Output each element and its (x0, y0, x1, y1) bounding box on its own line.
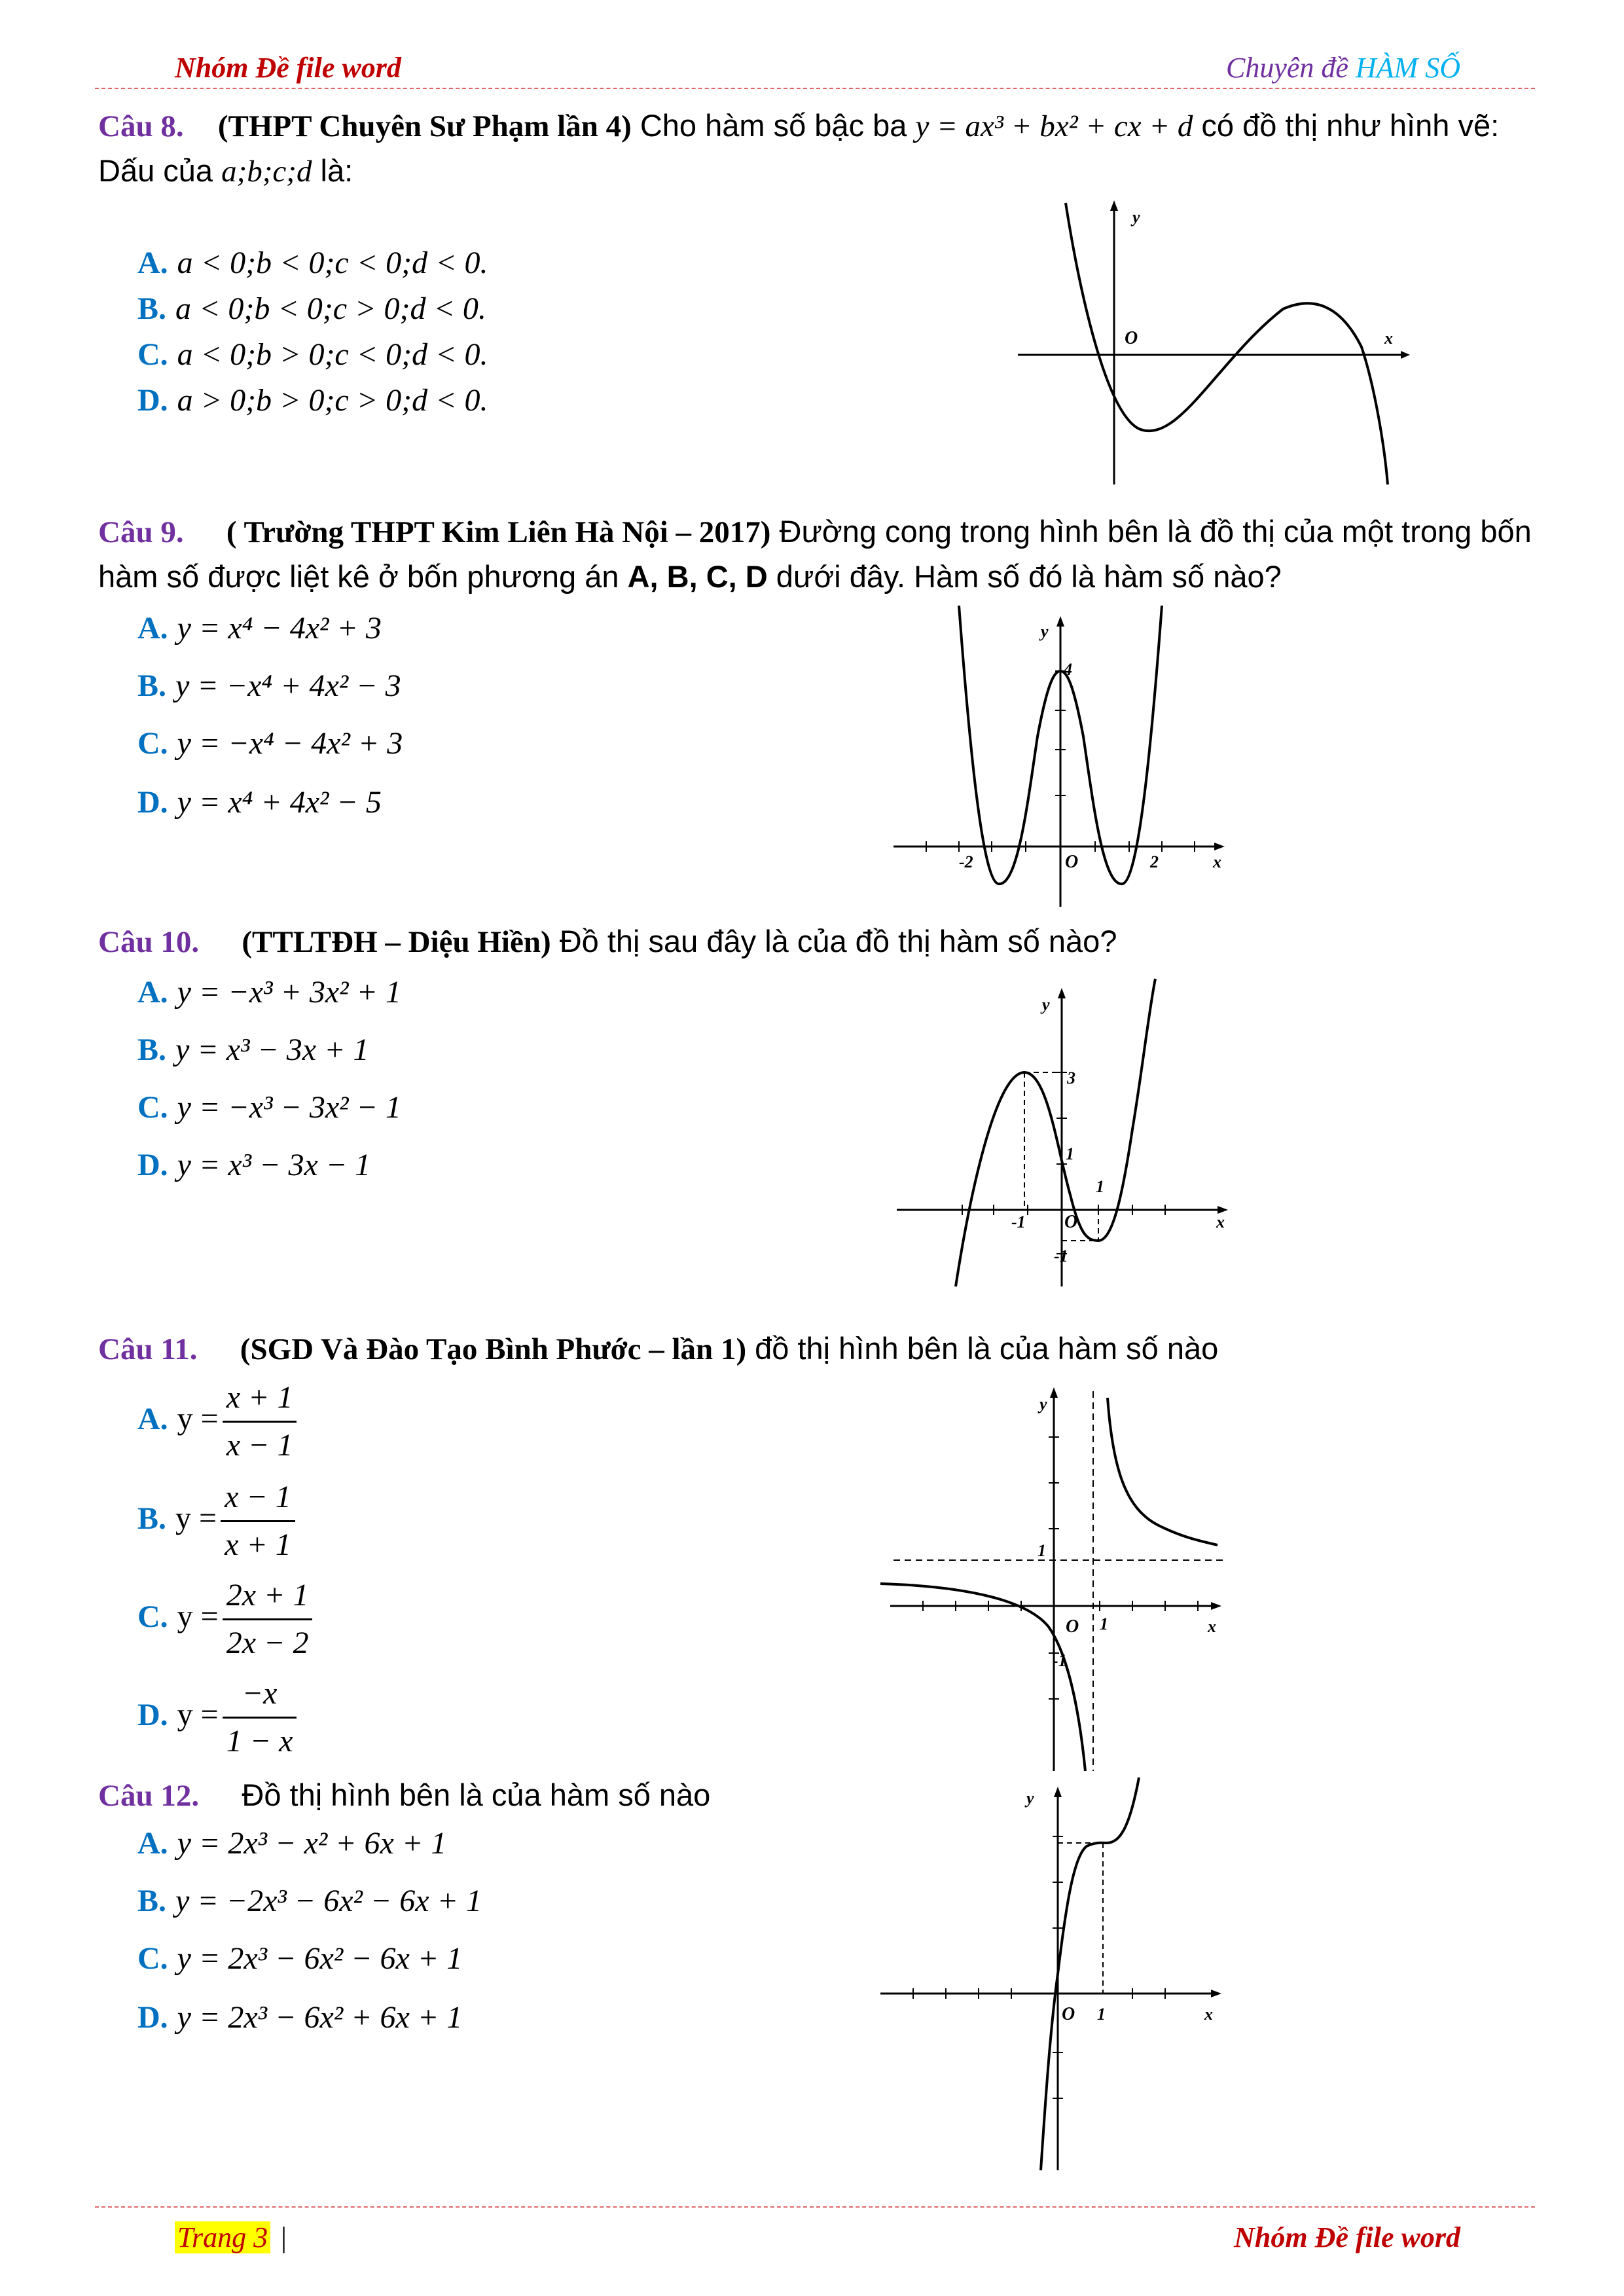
question-source: ( Trường THPT Kim Liên Hà Nội – 2017) (226, 515, 771, 549)
curve-right-branch (1108, 1398, 1218, 1545)
tick-label-1-x: 1 (1096, 1177, 1104, 1196)
question-text: đồ thị hình bên là của hàm số nào (746, 1331, 1219, 1366)
option-text: y = −x⁴ − 4x² + 3 (177, 726, 403, 761)
option-text: y = −x³ − 3x² − 1 (177, 1090, 401, 1125)
option-lhs: y = (177, 1599, 219, 1634)
q11-option-a[interactable] (137, 1375, 297, 1468)
x-label: x (1208, 1617, 1216, 1636)
y-axis-arrow (1110, 200, 1118, 211)
option-text: y = 2x³ − 6x² + 6x + 1 (177, 2000, 463, 2035)
curve (956, 979, 1155, 1286)
denominator: 2x − 2 (226, 1626, 309, 1660)
tick-label-neg1-x: -1 (1011, 1212, 1026, 1231)
option-label: C. (137, 1941, 168, 1976)
q12-option-d[interactable] (137, 1998, 462, 2037)
option-label: B. (137, 1501, 167, 1536)
header-right-prefix: Chuyên đề (1225, 52, 1356, 84)
option-label: C. (137, 726, 168, 761)
option-label: A. (137, 975, 168, 1010)
option-text: y = x⁴ − 4x² + 3 (177, 611, 382, 646)
numerator: 2x + 1 (223, 1573, 313, 1620)
header-right-highlight: HÀM SỐ (1355, 52, 1460, 84)
option-text: y = x³ − 3x + 1 (175, 1032, 369, 1067)
page-number: Trang 3 (175, 2221, 270, 2253)
q10-option-d[interactable] (137, 1146, 370, 1185)
question-text: Đồ thị hình bên là của hàm số nào (242, 1777, 711, 1812)
option-label: B. (137, 1884, 167, 1918)
q12-graph (877, 1777, 1244, 2170)
option-text: a < 0;b < 0;c < 0;d < 0. (177, 246, 488, 280)
option-label: D. (137, 785, 168, 820)
numerator: −x (223, 1671, 297, 1719)
question-11 (98, 1326, 1538, 1372)
tick-label-1-x: 1 (1100, 1614, 1108, 1633)
q8-option-b[interactable] (137, 289, 486, 329)
question-source: (SGD Và Đào Tạo Bình Phước – lần 1) (240, 1332, 747, 1366)
option-label: D. (137, 2000, 168, 2035)
y-axis-arrow (1050, 1387, 1058, 1398)
q9-graph (887, 606, 1240, 913)
footer-divider (95, 2206, 1535, 2208)
y-label: y (1026, 1789, 1034, 1808)
option-lhs: y = (175, 1501, 217, 1536)
option-label: A. (137, 1826, 168, 1861)
option-lhs: y = (177, 1697, 219, 1732)
x-axis-arrow (1401, 351, 1410, 359)
question-text: dưới đây. Hàm số đó là hàm số nào? (767, 559, 1282, 594)
q12-option-a[interactable] (137, 1824, 446, 1863)
y-label: y (1132, 208, 1140, 227)
q8-option-a[interactable] (137, 244, 488, 283)
option-label: A. (137, 1401, 168, 1436)
y-label: y (1042, 995, 1050, 1014)
x-axis-arrow (1211, 1602, 1221, 1610)
option-label: B. (137, 291, 167, 326)
question-number: Câu 9. (98, 515, 184, 549)
q9-option-c[interactable] (137, 724, 403, 763)
option-label: A. (137, 611, 168, 646)
x-label: x (1216, 1212, 1225, 1231)
question-text: Đường cong trong hình bên là đồ thị của một trong bốn hàm số được liệt kê ở bốn phương án (98, 514, 1532, 594)
option-label: D. (137, 383, 168, 418)
question-choices: A, B, C, D (627, 559, 768, 594)
tick-label-4: 4 (1064, 660, 1072, 679)
q10-graph (890, 979, 1244, 1293)
y-label: y (1041, 622, 1049, 641)
option-label: C. (137, 337, 168, 372)
question-source: (TTLTĐH – Diệu Hiền) (242, 925, 551, 959)
x-label: x (1213, 852, 1221, 871)
q8-option-c[interactable] (137, 335, 488, 374)
question-text: Cho hàm số bậc ba (631, 108, 916, 143)
y-axis-arrow (1058, 988, 1066, 998)
tick-label-neg1-y: -1 (1054, 1247, 1068, 1266)
question-number: Câu 12. (98, 1779, 200, 1813)
origin-label: O (1066, 1616, 1079, 1637)
question-text: có đồ thị như hình vẽ: Dấu của (98, 108, 1500, 188)
option-text: y = −x⁴ + 4x² − 3 (175, 668, 401, 703)
option-label: A. (137, 246, 168, 280)
question-vars: a;b;c;d (221, 155, 312, 189)
origin-label: O (1065, 852, 1079, 872)
y-label: y (1039, 1394, 1047, 1413)
header-left: Nhóm Đề file word (175, 52, 401, 84)
q9-option-b[interactable] (137, 666, 401, 706)
x-axis-arrow (1214, 843, 1225, 850)
footer-separator: | (281, 2221, 287, 2253)
option-label: D. (137, 1697, 168, 1732)
option-label: C. (137, 1090, 168, 1125)
origin-label: O (1064, 1212, 1078, 1232)
question-number: Câu 11. (98, 1332, 198, 1366)
option-label: B. (137, 1032, 167, 1067)
origin-label: O (1062, 2004, 1075, 2024)
q8-option-d[interactable] (137, 381, 488, 420)
option-text: y = 2x³ − 6x² − 6x + 1 (177, 1941, 463, 1976)
q11-graph (877, 1378, 1244, 1771)
fraction (223, 1671, 297, 1764)
option-text: y = −x³ + 3x² + 1 (177, 975, 401, 1010)
tick-label-3: 3 (1067, 1068, 1075, 1087)
option-text: a < 0;b < 0;c > 0;d < 0. (175, 291, 486, 326)
x-axis-arrow (1211, 1990, 1221, 1997)
fraction (223, 1573, 313, 1666)
question-formula: y = ax³ + bx² + cx + d (915, 109, 1193, 143)
q12-option-c[interactable] (137, 1939, 462, 1978)
tick-label-neg2: -2 (959, 852, 973, 871)
q10-option-c[interactable] (137, 1088, 401, 1127)
option-label: B. (137, 668, 167, 703)
q11-option-c[interactable] (137, 1573, 312, 1666)
question-text: là: (312, 153, 353, 188)
option-text: a < 0;b > 0;c < 0;d < 0. (177, 337, 488, 372)
denominator: x − 1 (226, 1428, 293, 1463)
tick-label-neg1: -1 (1053, 1651, 1067, 1670)
x-label: x (1204, 2005, 1213, 2024)
denominator: 1 − x (226, 1724, 293, 1758)
footer-right: Nhóm Đề file word (1234, 2221, 1460, 2253)
q10-option-a[interactable] (137, 973, 401, 1012)
header-right (1226, 51, 1460, 84)
tick-label-1-y: 1 (1066, 1144, 1074, 1163)
tick-label-2: 2 (1150, 852, 1159, 871)
q9-option-a[interactable] (137, 609, 382, 648)
y-axis-arrow (1056, 616, 1064, 627)
option-text: y = −2x³ − 6x² − 6x + 1 (175, 1884, 482, 1918)
numerator: x − 1 (221, 1474, 295, 1522)
fraction (223, 1375, 297, 1468)
q9-option-d[interactable] (137, 783, 382, 822)
q10-option-b[interactable] (137, 1030, 369, 1070)
tick-label-1-y: 1 (1038, 1541, 1046, 1560)
fraction (221, 1474, 295, 1568)
header-divider (95, 88, 1535, 89)
y-axis-arrow (1054, 1787, 1062, 1797)
question-8 (98, 103, 1538, 194)
footer-left (175, 2221, 287, 2254)
question-9 (98, 509, 1538, 599)
option-text: y = x⁴ + 4x² − 5 (177, 785, 382, 820)
question-text: Đồ thị sau đây là của đồ thị hàm số nào? (550, 924, 1117, 958)
option-lhs: y = (177, 1401, 219, 1436)
question-12 (98, 1773, 1538, 1818)
q11-option-d[interactable] (137, 1671, 297, 1764)
question-number: Câu 10. (98, 925, 200, 959)
option-label: D. (137, 1148, 168, 1182)
question-number: Câu 8. (98, 109, 184, 143)
option-text: y = x³ − 3x − 1 (177, 1148, 371, 1182)
x-label: x (1384, 329, 1393, 348)
denominator: x + 1 (225, 1527, 291, 1562)
q8-graph (1008, 196, 1414, 491)
question-10 (98, 919, 1538, 964)
numerator: x + 1 (223, 1375, 297, 1423)
option-text: a > 0;b > 0;c > 0;d < 0. (177, 383, 488, 418)
origin-label: O (1125, 328, 1138, 348)
option-label: C. (137, 1599, 168, 1634)
tick-label-1: 1 (1097, 2005, 1106, 2024)
q12-option-b[interactable] (137, 1882, 482, 1921)
q11-option-b[interactable] (137, 1474, 295, 1568)
question-source: (THPT Chuyên Sư Phạm lần 4) (217, 109, 632, 143)
option-text: y = 2x³ − x² + 6x + 1 (177, 1826, 447, 1861)
